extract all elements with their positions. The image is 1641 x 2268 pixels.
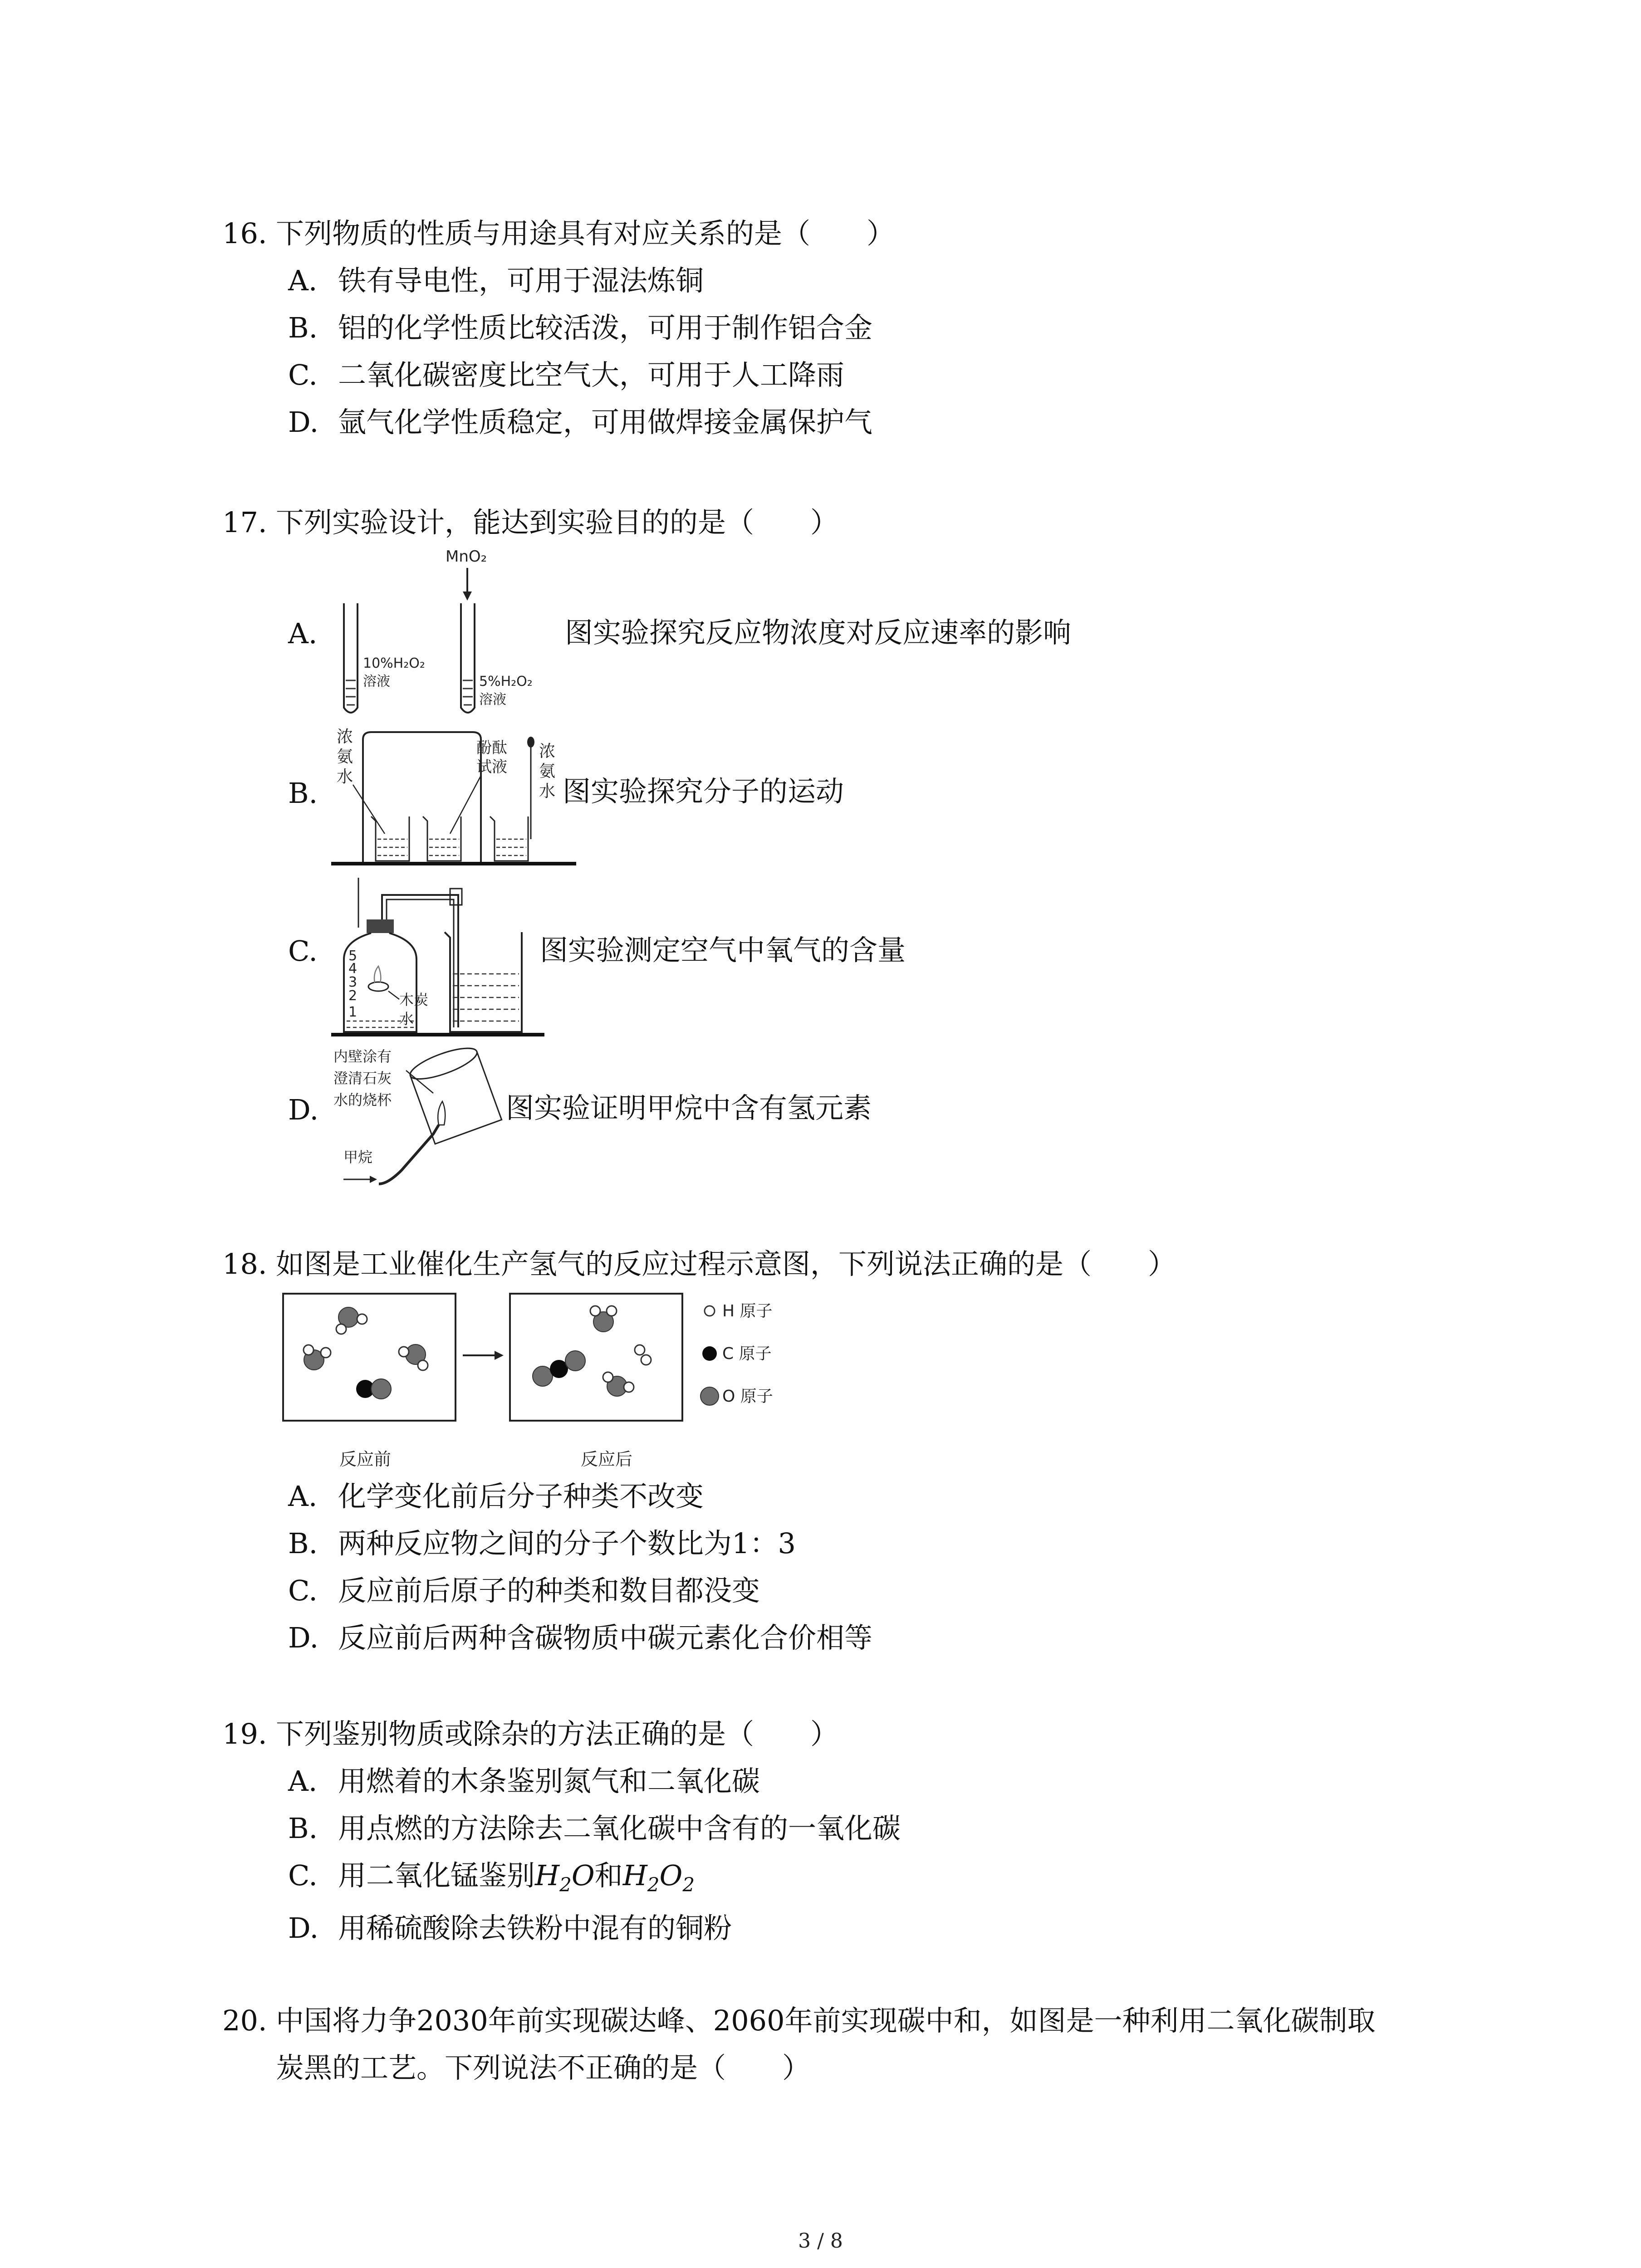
option-text-and: 和 <box>594 1859 623 1892</box>
legend-c-label: C 原子 <box>722 1344 772 1363</box>
option-text: 用稀硫酸除去铁粉中混有的铜粉 <box>338 1911 732 1945</box>
option-text: 铝的化学性质比较活泼，可用于制作铝合金 <box>338 311 873 344</box>
option-text: 二氧化碳密度比空气大，可用于人工降雨 <box>338 358 845 391</box>
q16-option-a <box>288 264 704 298</box>
option-letter: C. <box>288 358 318 391</box>
reaction-diagram <box>281 1292 803 1478</box>
q18-option-c <box>288 1574 760 1608</box>
q17-option-d-text: 图实验证明甲烷中含有氢元素 <box>506 1091 872 1124</box>
arrow-head <box>463 591 472 601</box>
q19-number: 19. <box>222 1717 267 1750</box>
formula-sub: 2 <box>682 1873 695 1896</box>
table-surface <box>331 1033 544 1036</box>
scale-5: 5 <box>348 948 358 964</box>
q18-stem <box>222 1247 1176 1281</box>
q20-line1-text: 中国将力争2030年前实现碳达峰、2060年前实现碳中和，如图是一种利用二氧化碳制取 <box>276 2004 1376 2037</box>
left-liquid <box>346 680 356 705</box>
reaction-arrow-head <box>495 1351 504 1360</box>
q19-stem-text: 下列鉴别物质或除杂的方法正确的是（ ） <box>276 1717 839 1750</box>
flame <box>374 966 381 983</box>
left-tube-label: 10%H₂O₂ <box>363 655 425 671</box>
option-text: 用点燃的方法除去二氧化碳中含有的一氧化碳 <box>338 1812 901 1845</box>
legend-h-swatch <box>705 1306 715 1316</box>
q20-stem-line1 <box>222 2004 1376 2038</box>
beaker-liquid-3 <box>496 839 526 855</box>
legend-h-label: H 原子 <box>722 1302 773 1320</box>
q17-option-d-letter: D. <box>288 1093 319 1126</box>
combustion-spoon <box>368 982 388 991</box>
formula-o: O <box>571 1859 595 1892</box>
scale-marks <box>348 948 357 1020</box>
label-water-right: 水 <box>539 782 556 801</box>
q19-stem <box>222 1717 838 1751</box>
caption-before: 反应前 <box>339 1449 392 1469</box>
option-text: 反应前后原子的种类和数目都没变 <box>338 1574 760 1607</box>
pointer-beaker <box>406 1070 433 1093</box>
q17-stem-text: 下列实验设计，能达到实验目的的是（ ） <box>276 506 839 539</box>
caption-after: 反应后 <box>581 1449 633 1469</box>
q17-option-b-text: 图实验探究分子的运动 <box>563 775 844 808</box>
option-letter: D. <box>288 1621 319 1654</box>
q17-option-a-letter: A. <box>288 617 318 650</box>
q18-option-d <box>288 1621 872 1655</box>
formula-water <box>535 1859 595 1896</box>
dropper-bulb <box>527 737 534 748</box>
q17-stem <box>222 506 838 539</box>
oxygen-content-figure <box>331 878 544 1046</box>
q16-option-b <box>288 311 872 345</box>
q16-option-d <box>288 406 872 439</box>
option-letter: A. <box>288 1480 318 1513</box>
option-text: 两种反应物之间的分子个数比为1：3 <box>338 1527 796 1560</box>
q20-stem-line2: 炭黑的工艺。下列说法不正确的是（ ） <box>276 2051 811 2084</box>
test-tubes-figure <box>327 544 581 721</box>
label-beaker-line2: 澄清石灰 <box>333 1070 392 1087</box>
q16-stem <box>222 217 895 250</box>
label-ammonia-right: 氨 <box>539 762 556 781</box>
large-beaker <box>363 732 481 862</box>
pointer-line <box>353 785 385 834</box>
option-text: 用燃着的木条鉴别氮气和二氧化碳 <box>338 1765 760 1798</box>
left-tube-label-2: 溶液 <box>363 674 390 689</box>
label-ammonia: 氨 <box>337 748 353 766</box>
q18-option-b <box>288 1527 796 1560</box>
right-tube-label: 5%H₂O₂ <box>479 674 533 689</box>
option-letter: B. <box>288 1812 318 1845</box>
formula-h: H <box>622 1859 647 1892</box>
option-text: 化学变化前后分子种类不改变 <box>338 1480 704 1513</box>
label-concentrated: 浓 <box>337 728 353 746</box>
option-text: 氩气化学性质稳定，可用做焊接金属保护气 <box>338 406 873 439</box>
gas-tube <box>379 1125 439 1184</box>
right-liquid <box>463 680 473 705</box>
q18-stem-text: 如图是工业催化生产氢气的反应过程示意图，下列说法正确的是（ ） <box>276 1247 1176 1281</box>
option-letter: A. <box>288 1765 318 1798</box>
label-phenolphthalein: 酚酞 <box>476 739 507 757</box>
label-test-solution: 试液 <box>476 758 507 776</box>
label-beaker-line3: 水的烧杯 <box>333 1091 392 1109</box>
q18-option-a <box>288 1480 704 1513</box>
formula-o: O <box>659 1859 683 1892</box>
label-concentrated-right: 浓 <box>539 742 556 761</box>
q18-number: 18. <box>222 1247 267 1281</box>
legend-o-swatch <box>700 1387 719 1405</box>
stopper <box>367 919 394 933</box>
scale-3: 3 <box>348 974 358 990</box>
scale-4: 4 <box>348 961 358 977</box>
option-letter: B. <box>288 311 318 344</box>
option-letter: C. <box>288 1574 318 1607</box>
q17-option-b-letter: B. <box>288 777 318 810</box>
q17-option-c-letter: C. <box>288 934 318 968</box>
pointer-charcoal <box>388 991 399 999</box>
q16-number: 16. <box>222 217 267 250</box>
mno2-label: MnO₂ <box>446 547 487 566</box>
option-letter: A. <box>288 264 318 297</box>
formula-sub: 2 <box>559 1873 572 1896</box>
option-text: 铁有导电性，可用于湿法炼铜 <box>338 264 704 297</box>
option-text: 反应前后两种含碳物质中碳元素化合价相等 <box>338 1621 873 1654</box>
legend-o-label: O 原子 <box>722 1387 773 1406</box>
q17-number: 17. <box>222 506 267 539</box>
q17-option-a-text: 图实验探究反应物浓度对反应速率的影响 <box>565 616 1072 649</box>
scale-1: 1 <box>348 1004 358 1020</box>
q19-option-c <box>288 1859 695 1897</box>
after-molecules <box>533 1306 651 1396</box>
right-tube-label-2: 溶液 <box>479 692 506 708</box>
methane-flame <box>438 1101 445 1125</box>
q16-stem-text: 下列物质的性质与用途具有对应关系的是（ ） <box>276 217 895 250</box>
scale-2: 2 <box>348 988 358 1004</box>
q17-option-c-text: 图实验测定空气中氧气的含量 <box>540 934 906 967</box>
q19-option-b <box>288 1812 901 1845</box>
formula-sub: 2 <box>647 1873 660 1896</box>
q16-option-c <box>288 358 844 392</box>
inverted-beaker <box>407 1043 502 1144</box>
q20-number: 20. <box>222 2004 267 2037</box>
label-water: 水 <box>399 1010 414 1027</box>
beaker-water <box>453 974 519 1021</box>
q19-option-a <box>288 1765 760 1798</box>
option-text: 用二氧化锰鉴别 <box>338 1859 535 1892</box>
label-water: 水 <box>337 767 353 786</box>
clamp <box>450 889 462 905</box>
before-molecules <box>304 1307 428 1399</box>
label-beaker-line1: 内壁涂有 <box>333 1048 392 1065</box>
water-beaker <box>445 932 522 1032</box>
legend-c-swatch <box>702 1346 717 1361</box>
q19-option-d <box>288 1911 732 1945</box>
beaker-liquid-2 <box>429 839 459 855</box>
ammonia-diffusion-figure <box>331 726 576 871</box>
beaker-liquid-1 <box>377 839 407 855</box>
label-charcoal: 木炭 <box>399 991 429 1008</box>
formula-h: H <box>535 1859 560 1892</box>
label-methane: 甲烷 <box>343 1149 373 1166</box>
formula-hydrogen-peroxide <box>622 1859 695 1896</box>
option-letter: D. <box>288 1911 319 1945</box>
option-letter: C. <box>288 1859 318 1892</box>
methane-combustion-figure <box>333 1043 524 1193</box>
table-surface <box>331 862 576 865</box>
gas-arrow-head <box>370 1176 377 1183</box>
pointer-line-2 <box>450 776 481 834</box>
page-number: 3 / 8 <box>798 2229 843 2253</box>
option-letter: B. <box>288 1527 318 1560</box>
option-letter: D. <box>288 406 319 439</box>
